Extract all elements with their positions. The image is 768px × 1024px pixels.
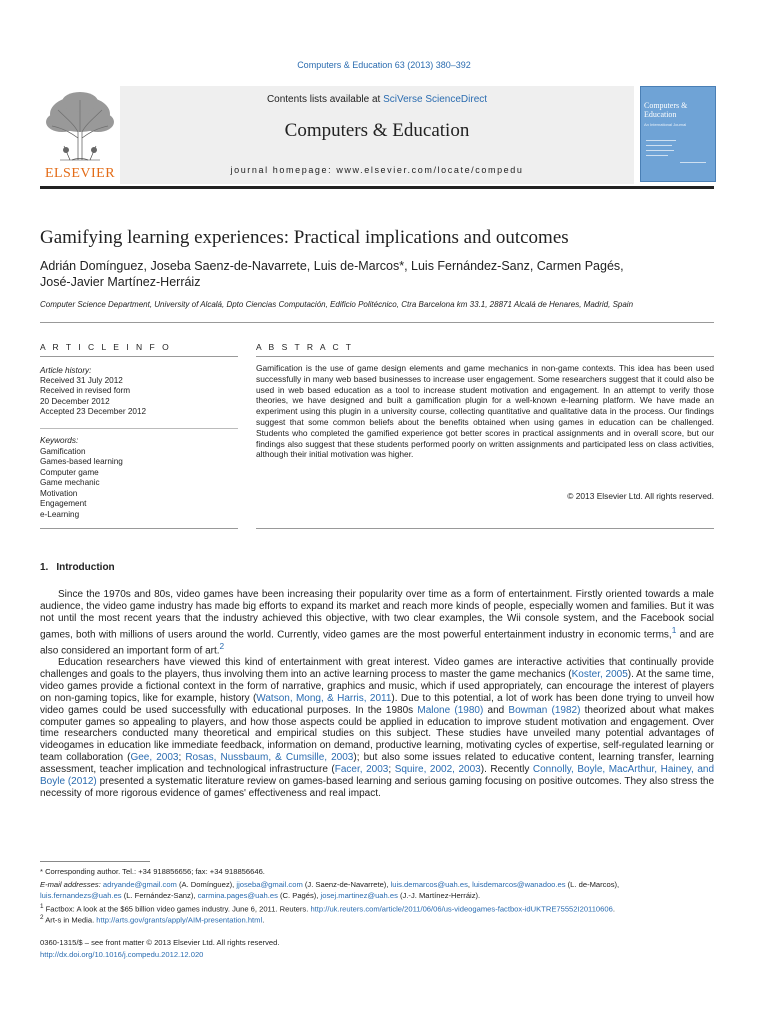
- email-link[interactable]: carmina.pages@uah.es: [197, 891, 278, 900]
- text: theorized about what makes computer games so appealing to players, and how those aspects could be applied in education to improve student motivation and engagement. Over time researchers conducted many theoretical and empirical studies on this subject. These studies have unveiled many potential advantages of videogames in education like immediate feedback, information on demand, productive learning, motivating cycles of expertise, self-regulated learning or team collaboration (: [40, 704, 715, 764]
- citation-link[interactable]: Rosas, Nussbaum, & Cumsille, 2003: [185, 752, 354, 764]
- text: ,: [467, 880, 473, 889]
- section-number: 1.: [40, 562, 49, 573]
- history-item: 20 December 2012: [40, 397, 110, 406]
- citation-link[interactable]: Malone (1980): [417, 704, 484, 716]
- cover-subtitle: An International Journal: [644, 122, 687, 127]
- cover-title: Computers & Education: [644, 101, 688, 119]
- text: (J. Saenz-de-Navarrete),: [302, 880, 391, 889]
- divider: [40, 528, 238, 529]
- divider: [40, 356, 238, 357]
- section-title: Introduction: [56, 562, 115, 573]
- keyword: Gamification: [40, 447, 86, 456]
- header-rule: [40, 186, 714, 189]
- citation-link[interactable]: Watson, Mong, & Harris, 2011: [256, 692, 392, 704]
- footnote-url-link[interactable]: http://uk.reuters.com/article/2011/06/06/us-videogames-factbox-idUKTRE75552I20110606: [310, 904, 613, 914]
- journal-name: Computers & Education: [284, 120, 470, 141]
- doi-link[interactable]: http://dx.doi.org/10.1016/j.compedu.2012.12.020: [40, 950, 204, 959]
- text: (L. Fernández-Sanz),: [121, 891, 198, 900]
- text: Education researchers have viewed this kind of entertainment with great interest. Video games are interactive activities that continually provide challenges and goals to the players, thus involving them into an active learning process to master the game mechanics (: [40, 657, 714, 680]
- history-item: Received in revised form: [40, 386, 131, 395]
- email-link[interactable]: luis.demarcos@uah.es: [390, 880, 468, 889]
- journal-homepage[interactable]: journal homepage: www.elsevier.com/locate/compedu: [230, 165, 524, 175]
- text: .: [262, 915, 265, 925]
- intro-paragraph-1: [40, 589, 714, 657]
- issn-line: 0360-1315/$ – see front matter © 2013 Elsevier Ltd. All rights reserved.: [40, 938, 280, 947]
- contents-prefix: Contents lists available at: [266, 94, 384, 105]
- keyword: Engagement: [40, 499, 87, 508]
- text: ;: [388, 764, 395, 776]
- journal-reference-link[interactable]: Computers & Education 63 (2013) 380–392: [297, 60, 471, 70]
- footnote-number: 2: [40, 914, 44, 921]
- intro-paragraph-2: [40, 657, 714, 800]
- text: (J.-J. Martínez-Herráiz).: [397, 891, 481, 900]
- keyword: Computer game: [40, 468, 99, 477]
- text: (L. de-Marcos),: [565, 880, 620, 889]
- keyword: Motivation: [40, 489, 78, 498]
- contents-line: [120, 94, 634, 105]
- email-link[interactable]: adryande@gmail.com: [102, 880, 177, 889]
- email-link[interactable]: luis.fernandezs@uah.es: [40, 891, 122, 900]
- text: Art-s in Media.: [43, 915, 97, 925]
- cover-decoration: [646, 140, 676, 141]
- abstract-heading: A B S T R A C T: [256, 342, 354, 352]
- text: (C. Pagés),: [277, 891, 321, 900]
- footnote-corresponding-author: * Corresponding author. Tel.: +34 918856656; fax: +34 918856646.: [40, 867, 265, 876]
- citation-link[interactable]: Squire, 2002, 2003: [394, 764, 481, 776]
- text: and are also considered an important form of art.: [40, 629, 714, 657]
- citation-link[interactable]: Facer, 2003: [334, 764, 389, 776]
- footnote-emails-cont: [40, 891, 720, 902]
- keyword: e-Learning: [40, 510, 80, 519]
- authors-line-2: José-Javier Martínez-Herráiz: [40, 275, 201, 289]
- footnote-rule: [40, 861, 150, 862]
- text: presented a systematic literature review on games-based learning and serious gaming focusing on positive outcomes. They also stress the necessity of more rigorous evidence of games' effectiveness and real impact.: [40, 776, 715, 799]
- cover-decoration: [646, 150, 674, 151]
- text: ). Due to this potential, a lot of work has been done trying to unveil how video games could be used successfully with educational purposes. In the 1980s: [40, 692, 714, 716]
- article-title: Gamifying learning experiences: Practical implications and outcomes: [40, 227, 569, 248]
- citation-link[interactable]: Connolly, Boyle, MacArthur, Hainey, and Boyle (2012): [40, 764, 715, 788]
- sciencedirect-link[interactable]: SciVerse ScienceDirect: [383, 94, 488, 105]
- cover-decoration: [646, 145, 672, 146]
- history-label: Article history:: [40, 366, 92, 375]
- email-link[interactable]: jjoseba@gmail.com: [236, 880, 303, 889]
- footnote-ref-2[interactable]: 2: [219, 640, 225, 651]
- abstract-copyright: © 2013 Elsevier Ltd. All rights reserved.: [567, 491, 714, 501]
- footnote-url-link[interactable]: http://arts.gov/grants/apply/AIM-presentation.html: [96, 915, 263, 925]
- keyword: Game mechanic: [40, 478, 100, 487]
- article-info-heading: A R T I C L E I N F O: [40, 342, 172, 352]
- text: .: [612, 904, 615, 914]
- section-heading-introduction: [40, 562, 115, 573]
- affiliation: Computer Science Department, University of Alcalá, Dpto Ciencias Computación, Edificio Politécnico, Ctra Barcelona km 33.1, 28871 Alcalá de Henares, Madrid, Spain: [40, 300, 634, 309]
- history-item: Received 31 July 2012: [40, 376, 123, 385]
- divider: [40, 428, 238, 429]
- footnote-emails: [40, 880, 720, 891]
- history-item: Accepted 23 December 2012: [40, 407, 147, 416]
- text: ;: [178, 752, 186, 764]
- footnote-ref-1[interactable]: 1: [671, 624, 677, 635]
- footnote-2: [40, 913, 720, 926]
- text: ). Recently: [480, 764, 533, 776]
- keyword: Games-based learning: [40, 457, 123, 466]
- abstract-text: Gamification is the use of game design elements and game mechanics in non-game contexts. This idea has been used successfully in many web based businesses to increase user engagement. Some researchers suggest that it could also be used in web based education as a tool to increase student motivation and engagement. In an attempt to verify those theories, we have designed and built a gamification plugin for a well-known e-learning platform. We have made an experiment using this plugin in a university course, collecting quantitative and qualitative data in the process. Our findings suggest that some common beliefs about the benefits obtained when using games in education can be challenged. Students who completed the gamified experience got better scores in practical assignments and in overall score, but our findings also suggest that these students performed poorly on written assignments and participated less on class activities, although their initial motivation was higher.: [256, 363, 714, 460]
- footnote-number: 1: [40, 903, 44, 910]
- keywords-label: Keywords:: [40, 436, 79, 445]
- cover-decoration: [646, 155, 668, 156]
- divider: [256, 528, 714, 529]
- emails-label: E-mail addresses:: [40, 880, 103, 889]
- email-link[interactable]: luisdemarcos@wanadoo.es: [472, 880, 566, 889]
- text: ); but also some issues related to educative content, learning transfer, learning assessment, teacher implication and technological infrastructure (: [40, 752, 714, 776]
- citation-link[interactable]: Gee, 2003: [130, 752, 179, 764]
- citation-link[interactable]: Koster, 2005: [571, 668, 628, 680]
- text: ). At the same time, video games provide a fictional context in the form of narrative, graphics and music, which if used appropriately, can encourage the interest of players on non-gaming topics, like for example, history (: [40, 668, 714, 704]
- elsevier-wordmark: ELSEVIER: [44, 166, 116, 181]
- divider: [256, 356, 714, 357]
- text: (A. Domínguez),: [176, 880, 237, 889]
- email-link[interactable]: josej.martinez@uah.es: [320, 891, 398, 900]
- citation-link[interactable]: Bowman (1982): [508, 704, 581, 716]
- text: and: [483, 704, 509, 716]
- cover-decoration: [680, 162, 706, 163]
- text: Since the 1970s and 80s, video games have been increasing their popularity over time as a form of entertainment. Firstly oriented towards a male audience, the video game industry has made big efforts to expand its market and reach more kinds of people, especially women and families. But it was not until the most recent years that the industry achieved this objective, with two clear examples, the Wii console system, and the Facebook social games, both with millions of users around the world. Currently, video games are the most powerful entertainment industry in economic terms,: [40, 589, 714, 641]
- text: Factbox: A look at the $65 billion video games industry. June 6, 2011. Reuters.: [43, 904, 311, 914]
- authors-line-1: Adrián Domínguez, Joseba Saenz-de-Navarrete, Luis de-Marcos*, Luis Fernández-Sanz, Carmen Pagés,: [40, 259, 624, 273]
- divider: [40, 322, 714, 323]
